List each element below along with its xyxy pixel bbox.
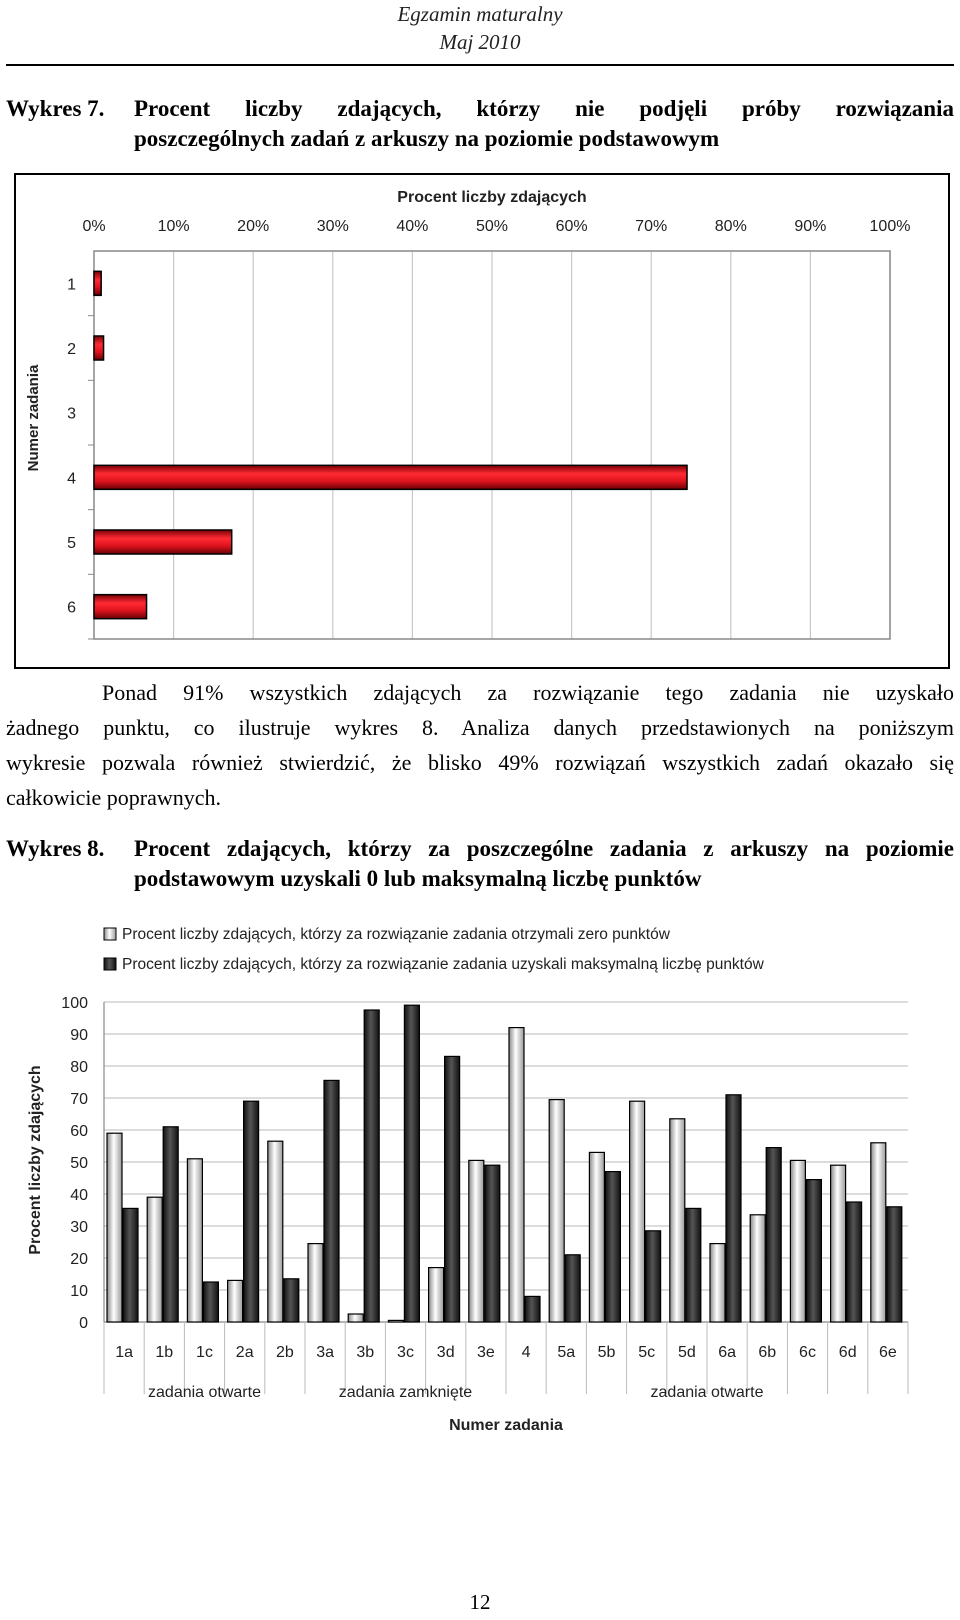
legend-label-zero: Procent liczby zdających, którzy za rozwiązanie zadania otrzymali zero punktów xyxy=(122,926,670,943)
x-tick-label: 10% xyxy=(157,218,190,235)
category-label: 1c xyxy=(196,1344,213,1361)
figure8-caption xyxy=(6,834,954,894)
legend-swatch-zero xyxy=(104,928,116,940)
category-label: 5a xyxy=(557,1344,576,1361)
bar xyxy=(94,336,104,360)
bar-max-points xyxy=(445,1056,460,1322)
bar xyxy=(94,530,232,554)
category-label: 4 xyxy=(521,1344,531,1361)
category-label: 4 xyxy=(67,470,76,488)
x-tick-label: 90% xyxy=(794,218,827,235)
bar-max-points xyxy=(485,1165,500,1322)
bar-zero-points xyxy=(308,1244,323,1322)
x-tick-label: 70% xyxy=(635,218,668,235)
figure8-caption-line1: Procent zdających, którzy za poszczególne zadania z arkuszy na poziomie xyxy=(134,836,954,861)
x-tick-label: 40% xyxy=(396,218,429,235)
bar-zero-points xyxy=(750,1215,765,1322)
paragraph-line: Ponad 91% wszystkich zdających za rozwiązanie tego zadania nie uzyskało xyxy=(102,680,954,705)
bar-max-points xyxy=(364,1010,379,1322)
category-label: 2b xyxy=(276,1344,294,1361)
y-tick-label: 40 xyxy=(70,1187,88,1204)
body-paragraph xyxy=(6,675,954,815)
figure8-label: Wykres 8. xyxy=(6,836,105,861)
bar-zero-points xyxy=(147,1197,162,1322)
x-tick-label: 60% xyxy=(555,218,588,235)
bar-zero-points xyxy=(670,1119,685,1322)
category-label: 2a xyxy=(235,1344,254,1361)
category-label: 3a xyxy=(316,1344,334,1361)
legend-label-max: Procent liczby zdających, którzy za rozwiązanie zadania uzyskali maksymalną liczbę punktów xyxy=(122,956,764,973)
bar-max-points xyxy=(123,1208,138,1322)
bar-zero-points xyxy=(831,1165,846,1322)
figure7-label: Wykres 7. xyxy=(6,96,105,121)
category-label: 1 xyxy=(67,276,76,294)
category-group-label: zadania otwarte xyxy=(650,1384,764,1401)
category-label: 3d xyxy=(436,1344,455,1361)
category-group-label: zadania zamknięte xyxy=(338,1384,473,1401)
bar-max-points xyxy=(525,1296,540,1322)
bar-zero-points xyxy=(268,1141,283,1322)
exam-date: Maj 2010 xyxy=(439,30,521,54)
bar-zero-points xyxy=(388,1320,403,1322)
bar-zero-points xyxy=(871,1143,886,1322)
figure8-chart xyxy=(0,910,960,1470)
bar-max-points xyxy=(806,1180,821,1322)
bar-max-points xyxy=(324,1080,339,1322)
bar-max-points xyxy=(203,1282,218,1322)
bar-max-points xyxy=(244,1101,259,1322)
category-label: 6c xyxy=(799,1344,816,1361)
y-tick-label: 90 xyxy=(70,1027,88,1044)
bar-zero-points xyxy=(509,1028,524,1322)
category-label: 2 xyxy=(67,341,76,358)
page-number: 12 xyxy=(469,1590,491,1614)
figure7-caption-line2: poszczególnych zadań z arkuszy na poziomie podstawowym xyxy=(134,126,720,151)
bar xyxy=(94,465,687,489)
bar-zero-points xyxy=(710,1244,725,1322)
x-tick-label: 0% xyxy=(82,218,106,235)
bar-zero-points xyxy=(630,1101,645,1322)
y-tick-label: 50 xyxy=(70,1155,88,1172)
category-label: 3e xyxy=(477,1344,495,1361)
category-label: 6e xyxy=(879,1344,897,1361)
x-tick-label: 50% xyxy=(475,218,509,235)
paragraph-line: wykresie pozwala również stwierdzić, że blisko 49% rozwiązań wszystkich zadań okazało się xyxy=(6,750,954,775)
y-tick-label: 30 xyxy=(70,1219,88,1236)
y-tick-label: 20 xyxy=(70,1251,88,1268)
bar-max-points xyxy=(766,1148,781,1322)
figure7-caption-line1: Procent liczby zdających, którzy nie podjęli próby rozwiązania xyxy=(134,96,954,121)
x-tick-label: 20% xyxy=(237,218,270,235)
y-tick-label: 10 xyxy=(70,1283,88,1300)
bar-max-points xyxy=(284,1279,299,1322)
category-label: 1b xyxy=(155,1344,174,1361)
category-label: 3c xyxy=(397,1344,414,1361)
figure7-chart xyxy=(0,0,960,680)
bar-zero-points xyxy=(549,1100,564,1322)
legend-swatch-max xyxy=(104,958,116,970)
bar-zero-points xyxy=(589,1152,604,1322)
y-tick-label: 80 xyxy=(70,1059,88,1076)
bar-max-points xyxy=(605,1172,620,1322)
bar-max-points xyxy=(847,1202,862,1322)
bar-max-points xyxy=(646,1231,661,1322)
category-label: 6 xyxy=(67,599,76,617)
figure7-y-axis-label: Numer zadania xyxy=(25,364,42,472)
bar-zero-points xyxy=(187,1159,202,1322)
bar-max-points xyxy=(726,1095,741,1322)
category-group-label: zadania otwarte xyxy=(148,1384,261,1401)
y-tick-label: 100 xyxy=(61,995,88,1012)
figure7-chart-title: Procent liczby zdających xyxy=(397,189,587,206)
category-label: 5c xyxy=(638,1344,656,1361)
x-tick-label: 80% xyxy=(714,218,747,235)
bar-zero-points xyxy=(107,1133,122,1322)
category-label: 6a xyxy=(718,1344,736,1361)
y-tick-label: 70 xyxy=(70,1091,88,1108)
bar-max-points xyxy=(686,1208,701,1322)
exam-title: Egzamin maturalny xyxy=(397,2,563,26)
category-label: 6d xyxy=(838,1344,857,1361)
bar-zero-points xyxy=(790,1160,805,1322)
category-label: 6b xyxy=(758,1344,777,1361)
bar-zero-points xyxy=(429,1268,444,1322)
category-label: 5b xyxy=(597,1344,616,1361)
bar-max-points xyxy=(404,1005,419,1322)
category-label: 1a xyxy=(115,1344,133,1361)
bar-max-points xyxy=(163,1127,178,1322)
bar xyxy=(94,271,101,295)
y-tick-label: 60 xyxy=(70,1123,88,1140)
bar-max-points xyxy=(887,1207,902,1322)
bar-max-points xyxy=(565,1255,580,1322)
bar-zero-points xyxy=(228,1280,243,1322)
category-label: 3b xyxy=(356,1344,375,1361)
y-tick-label: 0 xyxy=(79,1315,88,1332)
figure8-y-axis-label: Procent liczby zdających xyxy=(27,1065,44,1255)
paragraph-line: żadnego punktu, co ilustruje wykres 8. Analiza danych przedstawionych na poniższym xyxy=(6,715,954,740)
bar-zero-points xyxy=(469,1160,484,1322)
category-label: 5 xyxy=(67,535,76,552)
category-label: 3 xyxy=(67,405,76,423)
bar-zero-points xyxy=(348,1314,363,1322)
paragraph-line: całkowicie poprawnych. xyxy=(6,785,222,810)
bar xyxy=(94,595,147,619)
x-tick-label: 30% xyxy=(316,218,349,235)
figure8-caption-line2: podstawowym uzyskali 0 lub maksymalną liczbę punktów xyxy=(134,866,702,891)
figure8-x-axis-label: Numer zadania xyxy=(449,1417,563,1434)
x-tick-label: 100% xyxy=(869,218,911,235)
category-label: 5d xyxy=(678,1344,696,1361)
